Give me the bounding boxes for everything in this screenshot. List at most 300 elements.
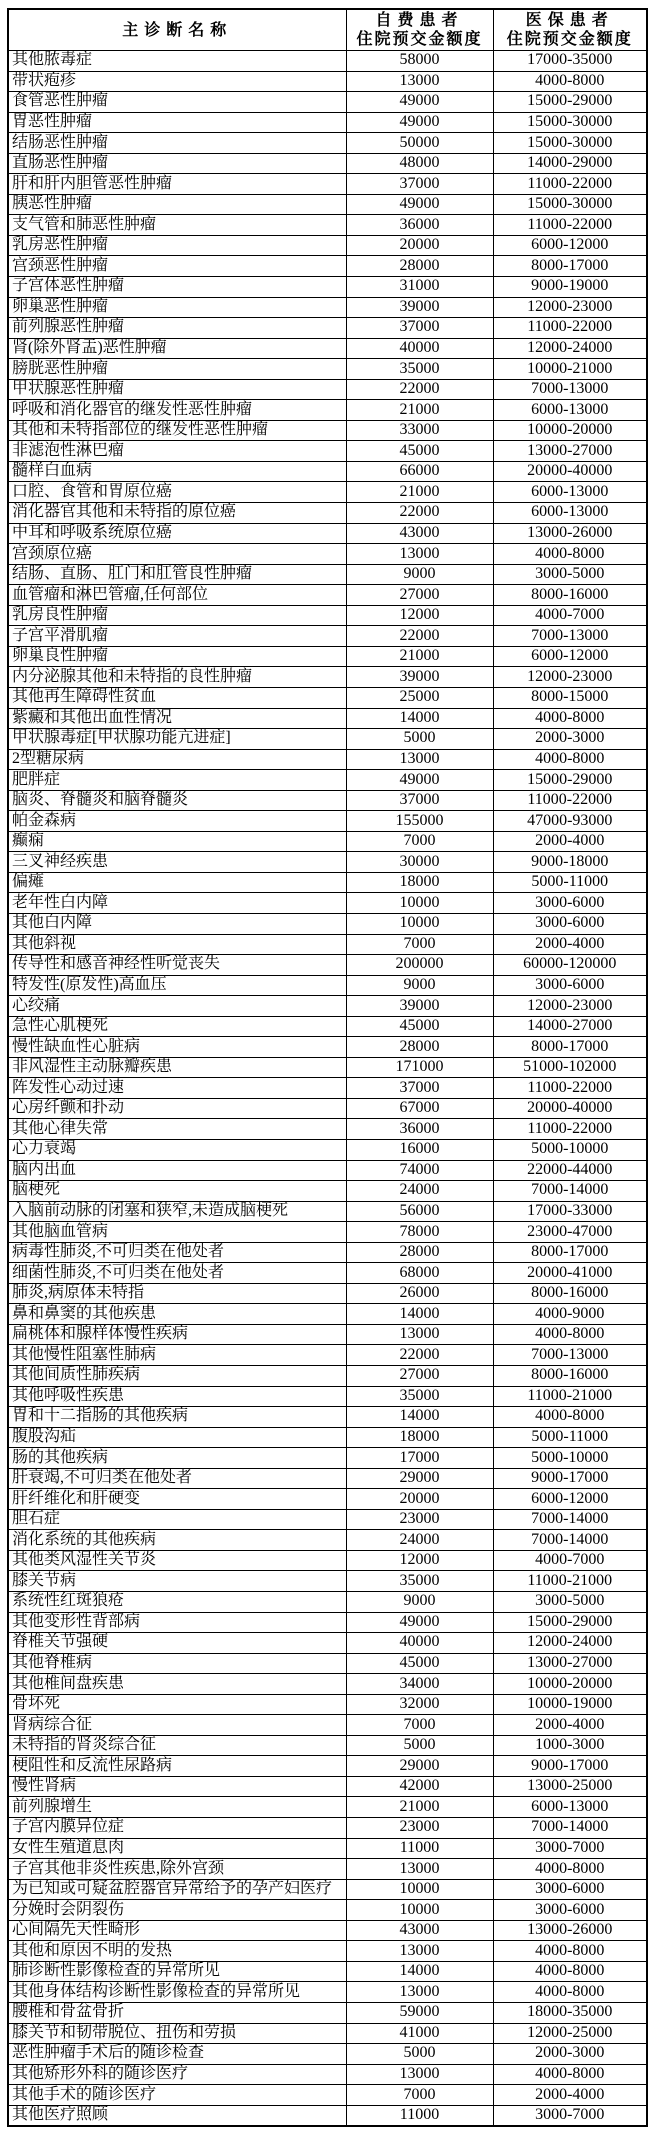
- table-row: [8, 1982, 647, 2003]
- insured-amount-cell: 11000-21000: [493, 1386, 647, 1407]
- diagnosis-name-cell: 其他间质性肺疾病: [8, 1366, 346, 1387]
- self-pay-amount-cell: 66000: [346, 461, 493, 482]
- table-row: [8, 1879, 647, 1900]
- diagnosis-name-cell: 子宫平滑肌瘤: [8, 626, 346, 647]
- self-pay-amount-cell: 7000: [346, 831, 493, 852]
- table-row: [8, 1653, 647, 1674]
- table-row: [8, 1612, 647, 1633]
- diagnosis-name-cell: 非风湿性主动脉瓣疾患: [8, 1057, 346, 1078]
- insured-amount-cell: 5000-11000: [493, 872, 647, 893]
- self-pay-amount-cell: 31000: [346, 277, 493, 298]
- diagnosis-name-cell: 甲状腺毒症[甲状腺功能亢进症]: [8, 729, 346, 750]
- self-pay-amount-cell: 40000: [346, 1633, 493, 1654]
- self-pay-amount-cell: 13000: [346, 1324, 493, 1345]
- diagnosis-name-cell: 慢性缺血性心脏病: [8, 1037, 346, 1058]
- table-row: [8, 359, 647, 380]
- diagnosis-name-cell: 梗阻性和反流性尿路病: [8, 1756, 346, 1777]
- table-row: [8, 1448, 647, 1469]
- diagnosis-name-cell: 口腔、食管和胃原位癌: [8, 482, 346, 503]
- col-header-self-pay-line1: 自费患者: [375, 12, 464, 29]
- insured-amount-cell: 4000-8000: [493, 1961, 647, 1982]
- table-row: [8, 1797, 647, 1818]
- table-row: [8, 811, 647, 832]
- table-row: [8, 1160, 647, 1181]
- insured-amount-cell: 8000-17000: [493, 1037, 647, 1058]
- self-pay-amount-cell: 48000: [346, 153, 493, 174]
- insured-amount-cell: 9000-17000: [493, 1756, 647, 1777]
- table-row: [8, 1838, 647, 1859]
- table-row: [8, 1181, 647, 1202]
- self-pay-amount-cell: 25000: [346, 687, 493, 708]
- insured-amount-cell: 8000-15000: [493, 687, 647, 708]
- self-pay-amount-cell: 14000: [346, 1304, 493, 1325]
- insured-amount-cell: 12000-24000: [493, 1633, 647, 1654]
- insured-amount-cell: 6000-12000: [493, 1489, 647, 1510]
- self-pay-amount-cell: 5000: [346, 729, 493, 750]
- self-pay-amount-cell: 9000: [346, 975, 493, 996]
- diagnosis-name-cell: 结肠、直肠、肛门和肛管良性肿瘤: [8, 564, 346, 585]
- insured-amount-cell: 18000-35000: [493, 2002, 647, 2023]
- diagnosis-name-cell: 病毒性肺炎,不可归类在他处者: [8, 1242, 346, 1263]
- diagnosis-name-cell: 肠的其他疾病: [8, 1448, 346, 1469]
- self-pay-amount-cell: 49000: [346, 770, 493, 791]
- insured-amount-cell: 4000-8000: [493, 1982, 647, 2003]
- table-row: [8, 51, 647, 72]
- diagnosis-name-cell: 肝和肝内胆管恶性肿瘤: [8, 174, 346, 195]
- insured-amount-cell: 3000-5000: [493, 1592, 647, 1613]
- table-row: [8, 1407, 647, 1428]
- self-pay-amount-cell: 22000: [346, 626, 493, 647]
- insured-amount-cell: 4000-8000: [493, 1941, 647, 1962]
- diagnosis-name-cell: 肺诊断性影像检查的异常所见: [8, 1961, 346, 1982]
- diagnosis-name-cell: 入脑前动脉的闭塞和狭窄,未造成脑梗死: [8, 1201, 346, 1222]
- diagnosis-name-cell: 细菌性肺炎,不可归类在他处者: [8, 1263, 346, 1284]
- insured-amount-cell: 2000-3000: [493, 2044, 647, 2065]
- diagnosis-name-cell: 心间隔先天性畸形: [8, 1920, 346, 1941]
- insured-amount-cell: 4000-7000: [493, 605, 647, 626]
- diagnosis-name-cell: 卵巢良性肿瘤: [8, 646, 346, 667]
- self-pay-amount-cell: 10000: [346, 1900, 493, 1921]
- insured-amount-cell: 11000-22000: [493, 318, 647, 339]
- table-row: [8, 1633, 647, 1654]
- table-row: [8, 544, 647, 565]
- insured-amount-cell: 4000-9000: [493, 1304, 647, 1325]
- insured-amount-cell: 7000-14000: [493, 1181, 647, 1202]
- diagnosis-name-cell: 腰椎和骨盆骨折: [8, 2002, 346, 2023]
- self-pay-amount-cell: 13000: [346, 749, 493, 770]
- table-row: [8, 1961, 647, 1982]
- table-row: [8, 1674, 647, 1695]
- insured-amount-cell: 7000-13000: [493, 379, 647, 400]
- insured-amount-cell: 4000-8000: [493, 2064, 647, 2085]
- self-pay-amount-cell: 5000: [346, 2044, 493, 2065]
- self-pay-amount-cell: 20000: [346, 235, 493, 256]
- insured-amount-cell: 13000-27000: [493, 1653, 647, 1674]
- self-pay-amount-cell: 26000: [346, 1283, 493, 1304]
- self-pay-amount-cell: 30000: [346, 852, 493, 873]
- insured-amount-cell: 6000-13000: [493, 482, 647, 503]
- diagnosis-name-cell: 脑内出血: [8, 1160, 346, 1181]
- diagnosis-name-cell: 其他脑血管病: [8, 1222, 346, 1243]
- insured-amount-cell: 13000-27000: [493, 441, 647, 462]
- insured-amount-cell: 13000-26000: [493, 1920, 647, 1941]
- self-pay-amount-cell: 36000: [346, 215, 493, 236]
- self-pay-amount-cell: 11000: [346, 1838, 493, 1859]
- diagnosis-name-cell: 其他矫形外科的随诊医疗: [8, 2064, 346, 2085]
- self-pay-amount-cell: 7000: [346, 2085, 493, 2106]
- insured-amount-cell: 10000-20000: [493, 1674, 647, 1695]
- insured-amount-cell: 2000-4000: [493, 934, 647, 955]
- table-header: [8, 9, 647, 51]
- insured-amount-cell: 22000-44000: [493, 1160, 647, 1181]
- diagnosis-name-cell: 骨坏死: [8, 1694, 346, 1715]
- diagnosis-name-cell: 子宫其他非炎性疾患,除外宫颈: [8, 1859, 346, 1880]
- self-pay-amount-cell: 42000: [346, 1776, 493, 1797]
- insured-amount-cell: 60000-120000: [493, 955, 647, 976]
- insured-amount-cell: 3000-7000: [493, 1838, 647, 1859]
- insured-amount-cell: 8000-17000: [493, 1242, 647, 1263]
- table-body: [8, 51, 647, 2126]
- insured-amount-cell: 3000-6000: [493, 1879, 647, 1900]
- self-pay-amount-cell: 16000: [346, 1139, 493, 1160]
- insured-amount-cell: 11000-22000: [493, 174, 647, 195]
- diagnosis-name-cell: 紫癜和其他出血性情况: [8, 708, 346, 729]
- insured-amount-cell: 8000-16000: [493, 1366, 647, 1387]
- self-pay-amount-cell: 12000: [346, 605, 493, 626]
- self-pay-amount-cell: 45000: [346, 1653, 493, 1674]
- diagnosis-name-cell: 中耳和呼吸系统原位癌: [8, 523, 346, 544]
- insured-amount-cell: 3000-7000: [493, 2105, 647, 2126]
- self-pay-amount-cell: 49000: [346, 112, 493, 133]
- table-row: [8, 1941, 647, 1962]
- insured-amount-cell: 8000-16000: [493, 1283, 647, 1304]
- self-pay-amount-cell: 13000: [346, 71, 493, 92]
- table-row: [8, 441, 647, 462]
- table-row: [8, 564, 647, 585]
- diagnosis-name-cell: 髓样白血病: [8, 461, 346, 482]
- self-pay-amount-cell: 37000: [346, 790, 493, 811]
- insured-amount-cell: 10000-20000: [493, 420, 647, 441]
- diagnosis-name-cell: 其他身体结构诊断性影像检查的异常所见: [8, 1982, 346, 2003]
- diagnosis-name-cell: 血管瘤和淋巴管瘤,任何部位: [8, 585, 346, 606]
- insured-amount-cell: 2000-4000: [493, 831, 647, 852]
- self-pay-amount-cell: 21000: [346, 646, 493, 667]
- self-pay-amount-cell: 49000: [346, 92, 493, 113]
- diagnosis-name-cell: 支气管和肺恶性肿瘤: [8, 215, 346, 236]
- insured-amount-cell: 20000-41000: [493, 1263, 647, 1284]
- self-pay-amount-cell: 21000: [346, 1797, 493, 1818]
- table-row: [8, 2002, 647, 2023]
- diagnosis-name-cell: 心绞痛: [8, 996, 346, 1017]
- self-pay-amount-cell: 40000: [346, 338, 493, 359]
- table-row: [8, 831, 647, 852]
- self-pay-amount-cell: 9000: [346, 564, 493, 585]
- diagnosis-name-cell: 心房纤颤和扑动: [8, 1098, 346, 1119]
- table-row: [8, 215, 647, 236]
- insured-amount-cell: 17000-35000: [493, 51, 647, 72]
- table-row: [8, 955, 647, 976]
- self-pay-amount-cell: 9000: [346, 1592, 493, 1613]
- diagnosis-name-cell: 胆石症: [8, 1509, 346, 1530]
- diagnosis-name-cell: 肺炎,病原体未特指: [8, 1283, 346, 1304]
- insured-amount-cell: 6000-13000: [493, 1797, 647, 1818]
- self-pay-amount-cell: 14000: [346, 1961, 493, 1982]
- diagnosis-name-cell: 胃和十二指肠的其他疾病: [8, 1407, 346, 1428]
- self-pay-amount-cell: 37000: [346, 1078, 493, 1099]
- insured-amount-cell: 9000-17000: [493, 1468, 647, 1489]
- insured-amount-cell: 8000-17000: [493, 256, 647, 277]
- diagnosis-name-cell: 其他呼吸性疾患: [8, 1386, 346, 1407]
- diagnosis-name-cell: 宫颈恶性肿瘤: [8, 256, 346, 277]
- diagnosis-name-cell: 其他变形性背部病: [8, 1612, 346, 1633]
- col-header-insured: [493, 9, 647, 51]
- diagnosis-name-cell: 肥胖症: [8, 770, 346, 791]
- insured-amount-cell: 13000-25000: [493, 1776, 647, 1797]
- self-pay-amount-cell: 41000: [346, 2023, 493, 2044]
- table-row: [8, 379, 647, 400]
- diagnosis-name-cell: 腹股沟疝: [8, 1427, 346, 1448]
- self-pay-amount-cell: 32000: [346, 1694, 493, 1715]
- self-pay-amount-cell: 58000: [346, 51, 493, 72]
- table-row: [8, 585, 647, 606]
- insured-amount-cell: 2000-4000: [493, 1715, 647, 1736]
- self-pay-amount-cell: 39000: [346, 297, 493, 318]
- diagnosis-name-cell: 消化系统的其他疾病: [8, 1530, 346, 1551]
- insured-amount-cell: 3000-6000: [493, 893, 647, 914]
- insured-amount-cell: 6000-13000: [493, 400, 647, 421]
- self-pay-amount-cell: 37000: [346, 174, 493, 195]
- self-pay-amount-cell: 78000: [346, 1222, 493, 1243]
- table-row: [8, 770, 647, 791]
- table-row: [8, 749, 647, 770]
- table-row: [8, 1263, 647, 1284]
- self-pay-amount-cell: 10000: [346, 893, 493, 914]
- insured-amount-cell: 4000-8000: [493, 1859, 647, 1880]
- self-pay-amount-cell: 36000: [346, 1119, 493, 1140]
- table-row: [8, 297, 647, 318]
- diagnosis-name-cell: 未特指的肾炎综合征: [8, 1735, 346, 1756]
- table-row: [8, 667, 647, 688]
- table-row: [8, 1735, 647, 1756]
- insured-amount-cell: 1000-3000: [493, 1735, 647, 1756]
- self-pay-amount-cell: 22000: [346, 503, 493, 524]
- self-pay-amount-cell: 24000: [346, 1181, 493, 1202]
- table-row: [8, 1694, 647, 1715]
- table-row: [8, 194, 647, 215]
- diagnosis-name-cell: 女性生殖道息肉: [8, 1838, 346, 1859]
- col-header-self-pay: [346, 9, 493, 51]
- diagnosis-name-cell: 其他椎间盘疾患: [8, 1674, 346, 1695]
- table-row: [8, 1776, 647, 1797]
- table-row: [8, 338, 647, 359]
- table-row: [8, 2105, 647, 2126]
- diagnosis-name-cell: 呼吸和消化器官的继发性恶性肿瘤: [8, 400, 346, 421]
- self-pay-amount-cell: 21000: [346, 400, 493, 421]
- insured-amount-cell: 23000-47000: [493, 1222, 647, 1243]
- self-pay-amount-cell: 171000: [346, 1057, 493, 1078]
- insured-amount-cell: 10000-19000: [493, 1694, 647, 1715]
- table-row: [8, 1509, 647, 1530]
- diagnosis-name-cell: 传导性和感音神经性听觉丧失: [8, 955, 346, 976]
- diagnosis-name-cell: 内分泌腺其他和未特指的良性肿瘤: [8, 667, 346, 688]
- diagnosis-name-cell: 系统性红斑狼疮: [8, 1592, 346, 1613]
- diagnosis-name-cell: 乳房良性肿瘤: [8, 605, 346, 626]
- table-row: [8, 996, 647, 1017]
- insured-amount-cell: 4000-8000: [493, 708, 647, 729]
- self-pay-amount-cell: 27000: [346, 1366, 493, 1387]
- insured-amount-cell: 5000-11000: [493, 1427, 647, 1448]
- insured-amount-cell: 6000-12000: [493, 235, 647, 256]
- col-header-insured-line1: 医保患者: [525, 12, 614, 29]
- self-pay-amount-cell: 10000: [346, 913, 493, 934]
- diagnosis-name-cell: 前列腺增生: [8, 1797, 346, 1818]
- diagnosis-name-cell: 阵发性心动过速: [8, 1078, 346, 1099]
- insured-amount-cell: 11000-21000: [493, 1571, 647, 1592]
- diagnosis-name-cell: 肝纤维化和肝硬变: [8, 1489, 346, 1510]
- diagnosis-name-cell: 膀胱恶性肿瘤: [8, 359, 346, 380]
- diagnosis-name-cell: 甲状腺恶性肿瘤: [8, 379, 346, 400]
- table-row: [8, 1139, 647, 1160]
- table-row: [8, 605, 647, 626]
- table-row: [8, 1571, 647, 1592]
- table-row: [8, 1530, 647, 1551]
- diagnosis-name-cell: 子宫体恶性肿瘤: [8, 277, 346, 298]
- insured-amount-cell: 20000-40000: [493, 1098, 647, 1119]
- self-pay-amount-cell: 35000: [346, 1386, 493, 1407]
- table-row: [8, 1427, 647, 1448]
- insured-amount-cell: 4000-8000: [493, 1407, 647, 1428]
- insured-amount-cell: 11000-22000: [493, 215, 647, 236]
- insured-amount-cell: 12000-24000: [493, 338, 647, 359]
- insured-amount-cell: 2000-3000: [493, 729, 647, 750]
- diagnosis-name-cell: 其他类风湿性关节炎: [8, 1550, 346, 1571]
- insured-amount-cell: 17000-33000: [493, 1201, 647, 1222]
- diagnosis-name-cell: 宫颈原位癌: [8, 544, 346, 565]
- table-row: [8, 133, 647, 154]
- table-row: [8, 1037, 647, 1058]
- self-pay-amount-cell: 10000: [346, 1879, 493, 1900]
- self-pay-amount-cell: 18000: [346, 1427, 493, 1448]
- col-header-diagnosis-label: 主诊断名称: [122, 21, 233, 39]
- table-row: [8, 1283, 647, 1304]
- diagnosis-name-cell: 特发性(原发性)高血压: [8, 975, 346, 996]
- diagnosis-name-cell: 其他白内障: [8, 913, 346, 934]
- diagnosis-name-cell: 肝衰竭,不可归类在他处者: [8, 1468, 346, 1489]
- diagnosis-name-cell: 分娩时会阴裂伤: [8, 1900, 346, 1921]
- table-row: [8, 1489, 647, 1510]
- diagnosis-name-cell: 其他慢性阻塞性肺病: [8, 1345, 346, 1366]
- diagnosis-name-cell: 其他脓毒症: [8, 51, 346, 72]
- self-pay-amount-cell: 74000: [346, 1160, 493, 1181]
- insured-amount-cell: 10000-21000: [493, 359, 647, 380]
- self-pay-amount-cell: 43000: [346, 523, 493, 544]
- table-row: [8, 174, 647, 195]
- insured-amount-cell: 4000-8000: [493, 749, 647, 770]
- insured-amount-cell: 12000-25000: [493, 2023, 647, 2044]
- table-row: [8, 1756, 647, 1777]
- table-row: [8, 1242, 647, 1263]
- insured-amount-cell: 4000-8000: [493, 71, 647, 92]
- self-pay-amount-cell: 68000: [346, 1263, 493, 1284]
- table-row: [8, 1920, 647, 1941]
- diagnosis-name-cell: 老年性白内障: [8, 893, 346, 914]
- self-pay-amount-cell: 33000: [346, 420, 493, 441]
- insured-amount-cell: 3000-6000: [493, 913, 647, 934]
- diagnosis-name-cell: 胰恶性肿瘤: [8, 194, 346, 215]
- table-row: [8, 646, 647, 667]
- diagnosis-name-cell: 慢性肾病: [8, 1776, 346, 1797]
- insured-amount-cell: 7000-14000: [493, 1509, 647, 1530]
- diagnosis-name-cell: 消化器官其他和未特指的原位癌: [8, 503, 346, 524]
- insured-amount-cell: 6000-13000: [493, 503, 647, 524]
- diagnosis-name-cell: 带状疱疹: [8, 71, 346, 92]
- diagnosis-name-cell: 扁桃体和腺样体慢性疾病: [8, 1324, 346, 1345]
- diagnosis-name-cell: 子宫内膜异位症: [8, 1818, 346, 1839]
- table-row: [8, 1057, 647, 1078]
- insured-amount-cell: 15000-29000: [493, 92, 647, 113]
- insured-amount-cell: 12000-23000: [493, 667, 647, 688]
- insured-amount-cell: 9000-19000: [493, 277, 647, 298]
- insured-amount-cell: 51000-102000: [493, 1057, 647, 1078]
- table-row: [8, 1859, 647, 1880]
- self-pay-amount-cell: 17000: [346, 1448, 493, 1469]
- diagnosis-name-cell: 胃恶性肿瘤: [8, 112, 346, 133]
- self-pay-amount-cell: 37000: [346, 318, 493, 339]
- insured-amount-cell: 15000-29000: [493, 770, 647, 791]
- diagnosis-name-cell: 三叉神经疾患: [8, 852, 346, 873]
- self-pay-amount-cell: 5000: [346, 1735, 493, 1756]
- self-pay-amount-cell: 59000: [346, 2002, 493, 2023]
- table-row: [8, 626, 647, 647]
- table-row: [8, 420, 647, 441]
- table-row: [8, 71, 647, 92]
- diagnosis-name-cell: 其他医疗照顾: [8, 2105, 346, 2126]
- self-pay-amount-cell: 21000: [346, 482, 493, 503]
- diagnosis-name-cell: 非滤泡性淋巴瘤: [8, 441, 346, 462]
- table-row: [8, 523, 647, 544]
- self-pay-amount-cell: 13000: [346, 1859, 493, 1880]
- insured-amount-cell: 14000-27000: [493, 1016, 647, 1037]
- table-row: [8, 1098, 647, 1119]
- insured-amount-cell: 15000-30000: [493, 133, 647, 154]
- table-row: [8, 1468, 647, 1489]
- col-header-diagnosis: [8, 9, 346, 51]
- table-row: [8, 153, 647, 174]
- self-pay-amount-cell: 39000: [346, 667, 493, 688]
- table-row: [8, 256, 647, 277]
- diagnosis-name-cell: 脑梗死: [8, 1181, 346, 1202]
- self-pay-amount-cell: 34000: [346, 1674, 493, 1695]
- table-row: [8, 1366, 647, 1387]
- insured-amount-cell: 11000-22000: [493, 790, 647, 811]
- diagnosis-name-cell: 脑炎、脊髓炎和脑脊髓炎: [8, 790, 346, 811]
- table-row: [8, 400, 647, 421]
- col-header-self-pay-line2: 住院预交金额度: [356, 31, 483, 48]
- table-row: [8, 112, 647, 133]
- insured-amount-cell: 5000-10000: [493, 1448, 647, 1469]
- table-row: [8, 708, 647, 729]
- self-pay-amount-cell: 20000: [346, 1489, 493, 1510]
- insured-amount-cell: 47000-93000: [493, 811, 647, 832]
- insured-amount-cell: 3000-5000: [493, 564, 647, 585]
- self-pay-amount-cell: 12000: [346, 1550, 493, 1571]
- insured-amount-cell: 11000-22000: [493, 1119, 647, 1140]
- self-pay-amount-cell: 7000: [346, 934, 493, 955]
- header-row: [8, 9, 647, 51]
- insured-amount-cell: 4000-8000: [493, 544, 647, 565]
- diagnosis-name-cell: 其他心律失常: [8, 1119, 346, 1140]
- table-row: [8, 1386, 647, 1407]
